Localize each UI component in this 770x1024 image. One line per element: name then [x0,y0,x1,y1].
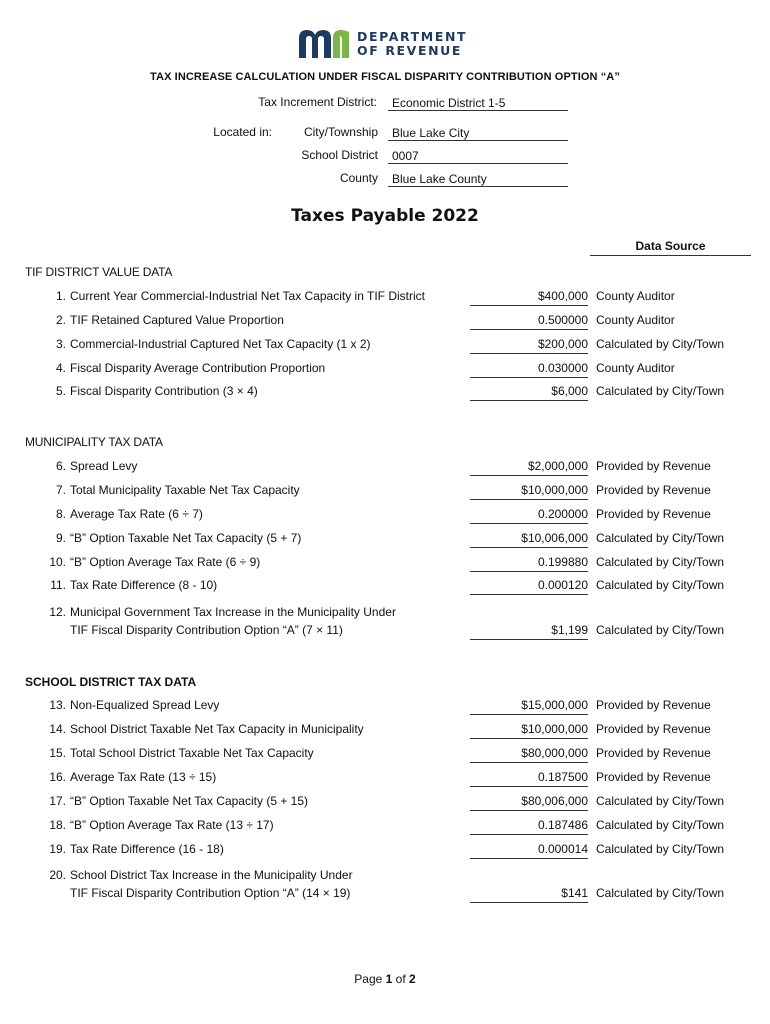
line-item [0,483,770,503]
department-of-revenue-logo [299,28,474,60]
line-description: Average Tax Rate (13 ÷ 15) [70,770,217,784]
line-item [0,698,770,718]
line-number: 18. [49,818,66,832]
line-source: Calculated by City/Town [596,842,725,856]
line-value-field[interactable]: $400,000 [470,289,588,306]
line-value-field[interactable]: 0.000014 [470,842,588,859]
line-description: Fiscal Disparity Average Contribution Proportion [70,361,326,375]
line-description: Non-Equalized Spread Levy [70,698,220,712]
located-in-label: Located in: [213,125,272,139]
line-item [0,313,770,333]
page-total: 2 [409,972,416,986]
city-township-field[interactable]: Blue Lake City [388,125,568,141]
tif-district-label: Tax Increment District: [258,95,377,109]
line-value-field[interactable]: $200,000 [470,337,588,354]
data-source-header: Data Source [590,239,751,256]
line-source: Provided by Revenue [596,507,711,521]
line-item [0,384,770,404]
line-description: Average Tax Rate (6 ÷ 7) [70,507,203,521]
line-item [0,531,770,551]
line-number: 20. [49,868,66,882]
line-description: Fiscal Disparity Contribution (3 × 4) [70,384,258,398]
line-description: “B” Option Average Tax Rate (6 ÷ 9) [70,555,261,569]
line-item [0,337,770,357]
line-description: Current Year Commercial-Industrial Net Tax Capacity in TIF District [70,289,426,303]
page-number: 1 [385,972,393,986]
line-number: 5. [55,384,66,398]
line-description: “B” Option Taxable Net Tax Capacity (5 + 15) [70,794,309,808]
line-value-field[interactable]: 0.199880 [470,555,588,572]
line-number: 11. [50,578,66,592]
line-number: 15. [49,746,66,760]
logo-line1: DEPARTMENT [357,29,468,44]
line-source: Calculated by City/Town [596,578,725,592]
line-value-field[interactable]: $10,000,000 [470,483,588,500]
line-description: Tax Rate Difference (8 - 10) [70,578,218,592]
line-item [0,818,770,838]
line-number: 12. [49,605,66,619]
line-value-field[interactable]: 0.000120 [470,578,588,595]
line-item [0,361,770,381]
line-item [0,459,770,479]
line-number: 9. [55,531,66,545]
line-description-cont: TIF Fiscal Disparity Contribution Option “A” (7 × 11) [70,623,343,637]
line-description: School District Tax Increase in the Municipality Under [70,868,353,882]
line-value-field[interactable]: 0.187500 [470,770,588,787]
line-number: 19. [49,842,66,856]
page-footer [0,972,770,986]
line-number: 4. [55,361,66,375]
line-source: Provided by Revenue [596,746,711,760]
line-value-field[interactable]: $1,199 [470,623,588,640]
line-number: 3. [55,337,66,351]
line-source: Calculated by City/Town [596,818,725,832]
line-value-field[interactable]: 0.500000 [470,313,588,330]
line-value-field[interactable]: $15,000,000 [470,698,588,715]
line-item [0,722,770,742]
line-description: “B” Option Average Tax Rate (13 ÷ 17) [70,818,274,832]
line-value-field[interactable]: 0.187486 [470,818,588,835]
line-description: “B” Option Taxable Net Tax Capacity (5 + 7) [70,531,302,545]
line-number: 1. [55,289,66,303]
line-value-field[interactable]: 0.030000 [470,361,588,378]
line-value-field[interactable]: $6,000 [470,384,588,401]
line-source: County Auditor [596,289,675,303]
logo-line2: OF REVENUE [357,43,463,58]
line-value-field[interactable]: $10,000,000 [470,722,588,739]
line-number: 7. [55,483,66,497]
line-value-field[interactable]: $80,006,000 [470,794,588,811]
line-number: 13. [49,698,66,712]
line-item [0,578,770,598]
line-number: 2. [55,313,66,327]
line-value-field[interactable]: 0.200000 [470,507,588,524]
line-number: 16. [49,770,66,784]
line-description: Tax Rate Difference (16 - 18) [70,842,224,856]
line-description: Total Municipality Taxable Net Tax Capacity [70,483,300,497]
line-description: Municipal Government Tax Increase in the Municipality Under [70,605,396,619]
line-item [0,842,770,862]
line-item [0,770,770,790]
school-district-field[interactable]: 0007 [388,148,568,164]
mn-logo-icon [299,28,353,58]
line-description-cont: TIF Fiscal Disparity Contribution Option “A” (14 × 19) [70,886,351,900]
line-description: Total School District Taxable Net Tax Capacity [70,746,314,760]
line-source: Calculated by City/Town [596,384,725,398]
school-district-label: School District [301,148,378,162]
form-title: TAX INCREASE CALCULATION UNDER FISCAL DISPARITY CONTRIBUTION OPTION “A” [150,71,620,83]
line-description: Spread Levy [70,459,138,473]
line-source: Provided by Revenue [596,483,711,497]
line-source: Calculated by City/Town [596,794,725,808]
line-value-field[interactable]: $80,000,000 [470,746,588,763]
tif-district-field[interactable]: Economic District 1-5 [388,95,568,111]
section-school-district: SCHOOL DISTRICT TAX DATA [25,675,197,689]
line-description: TIF Retained Captured Value Proportion [70,313,284,327]
line-source: Provided by Revenue [596,459,711,473]
county-field[interactable]: Blue Lake County [388,171,568,187]
line-source: County Auditor [596,313,675,327]
line-item [0,746,770,766]
section-municipality: MUNICIPALITY TAX DATA [25,435,163,449]
line-source: Provided by Revenue [596,770,711,784]
line-source: Calculated by City/Town [596,337,725,351]
line-item [0,605,770,645]
line-value-field[interactable]: $10,006,000 [470,531,588,548]
county-label: County [339,171,378,185]
line-source: Calculated by City/Town [596,886,725,900]
line-source: Provided by Revenue [596,698,711,712]
city-township-label: City/Township [303,125,378,139]
section-tif-district: TIF DISTRICT VALUE DATA [25,265,173,279]
taxes-payable-heading: Taxes Payable 2022 [291,206,479,226]
line-number: 6. [55,459,66,473]
line-source: County Auditor [596,361,675,375]
line-source: Provided by Revenue [596,722,711,736]
line-number: 14. [49,722,66,736]
page-of: of [392,972,410,986]
line-number: 10. [49,555,66,569]
line-description: School District Taxable Net Tax Capacity in Municipality [70,722,364,736]
line-source: Calculated by City/Town [596,623,725,637]
line-item [0,794,770,814]
line-item [0,289,770,309]
line-number: 8. [55,507,66,521]
line-source: Calculated by City/Town [596,531,725,545]
line-item [0,555,770,575]
line-value-field[interactable]: $141 [470,886,588,903]
line-number: 17. [49,794,66,808]
page-prefix: Page [354,972,386,986]
line-item [0,507,770,527]
line-source: Calculated by City/Town [596,555,725,569]
line-description: Commercial-Industrial Captured Net Tax Capacity (1 x 2) [70,337,371,351]
line-value-field[interactable]: $2,000,000 [470,459,588,476]
line-item [0,868,770,908]
